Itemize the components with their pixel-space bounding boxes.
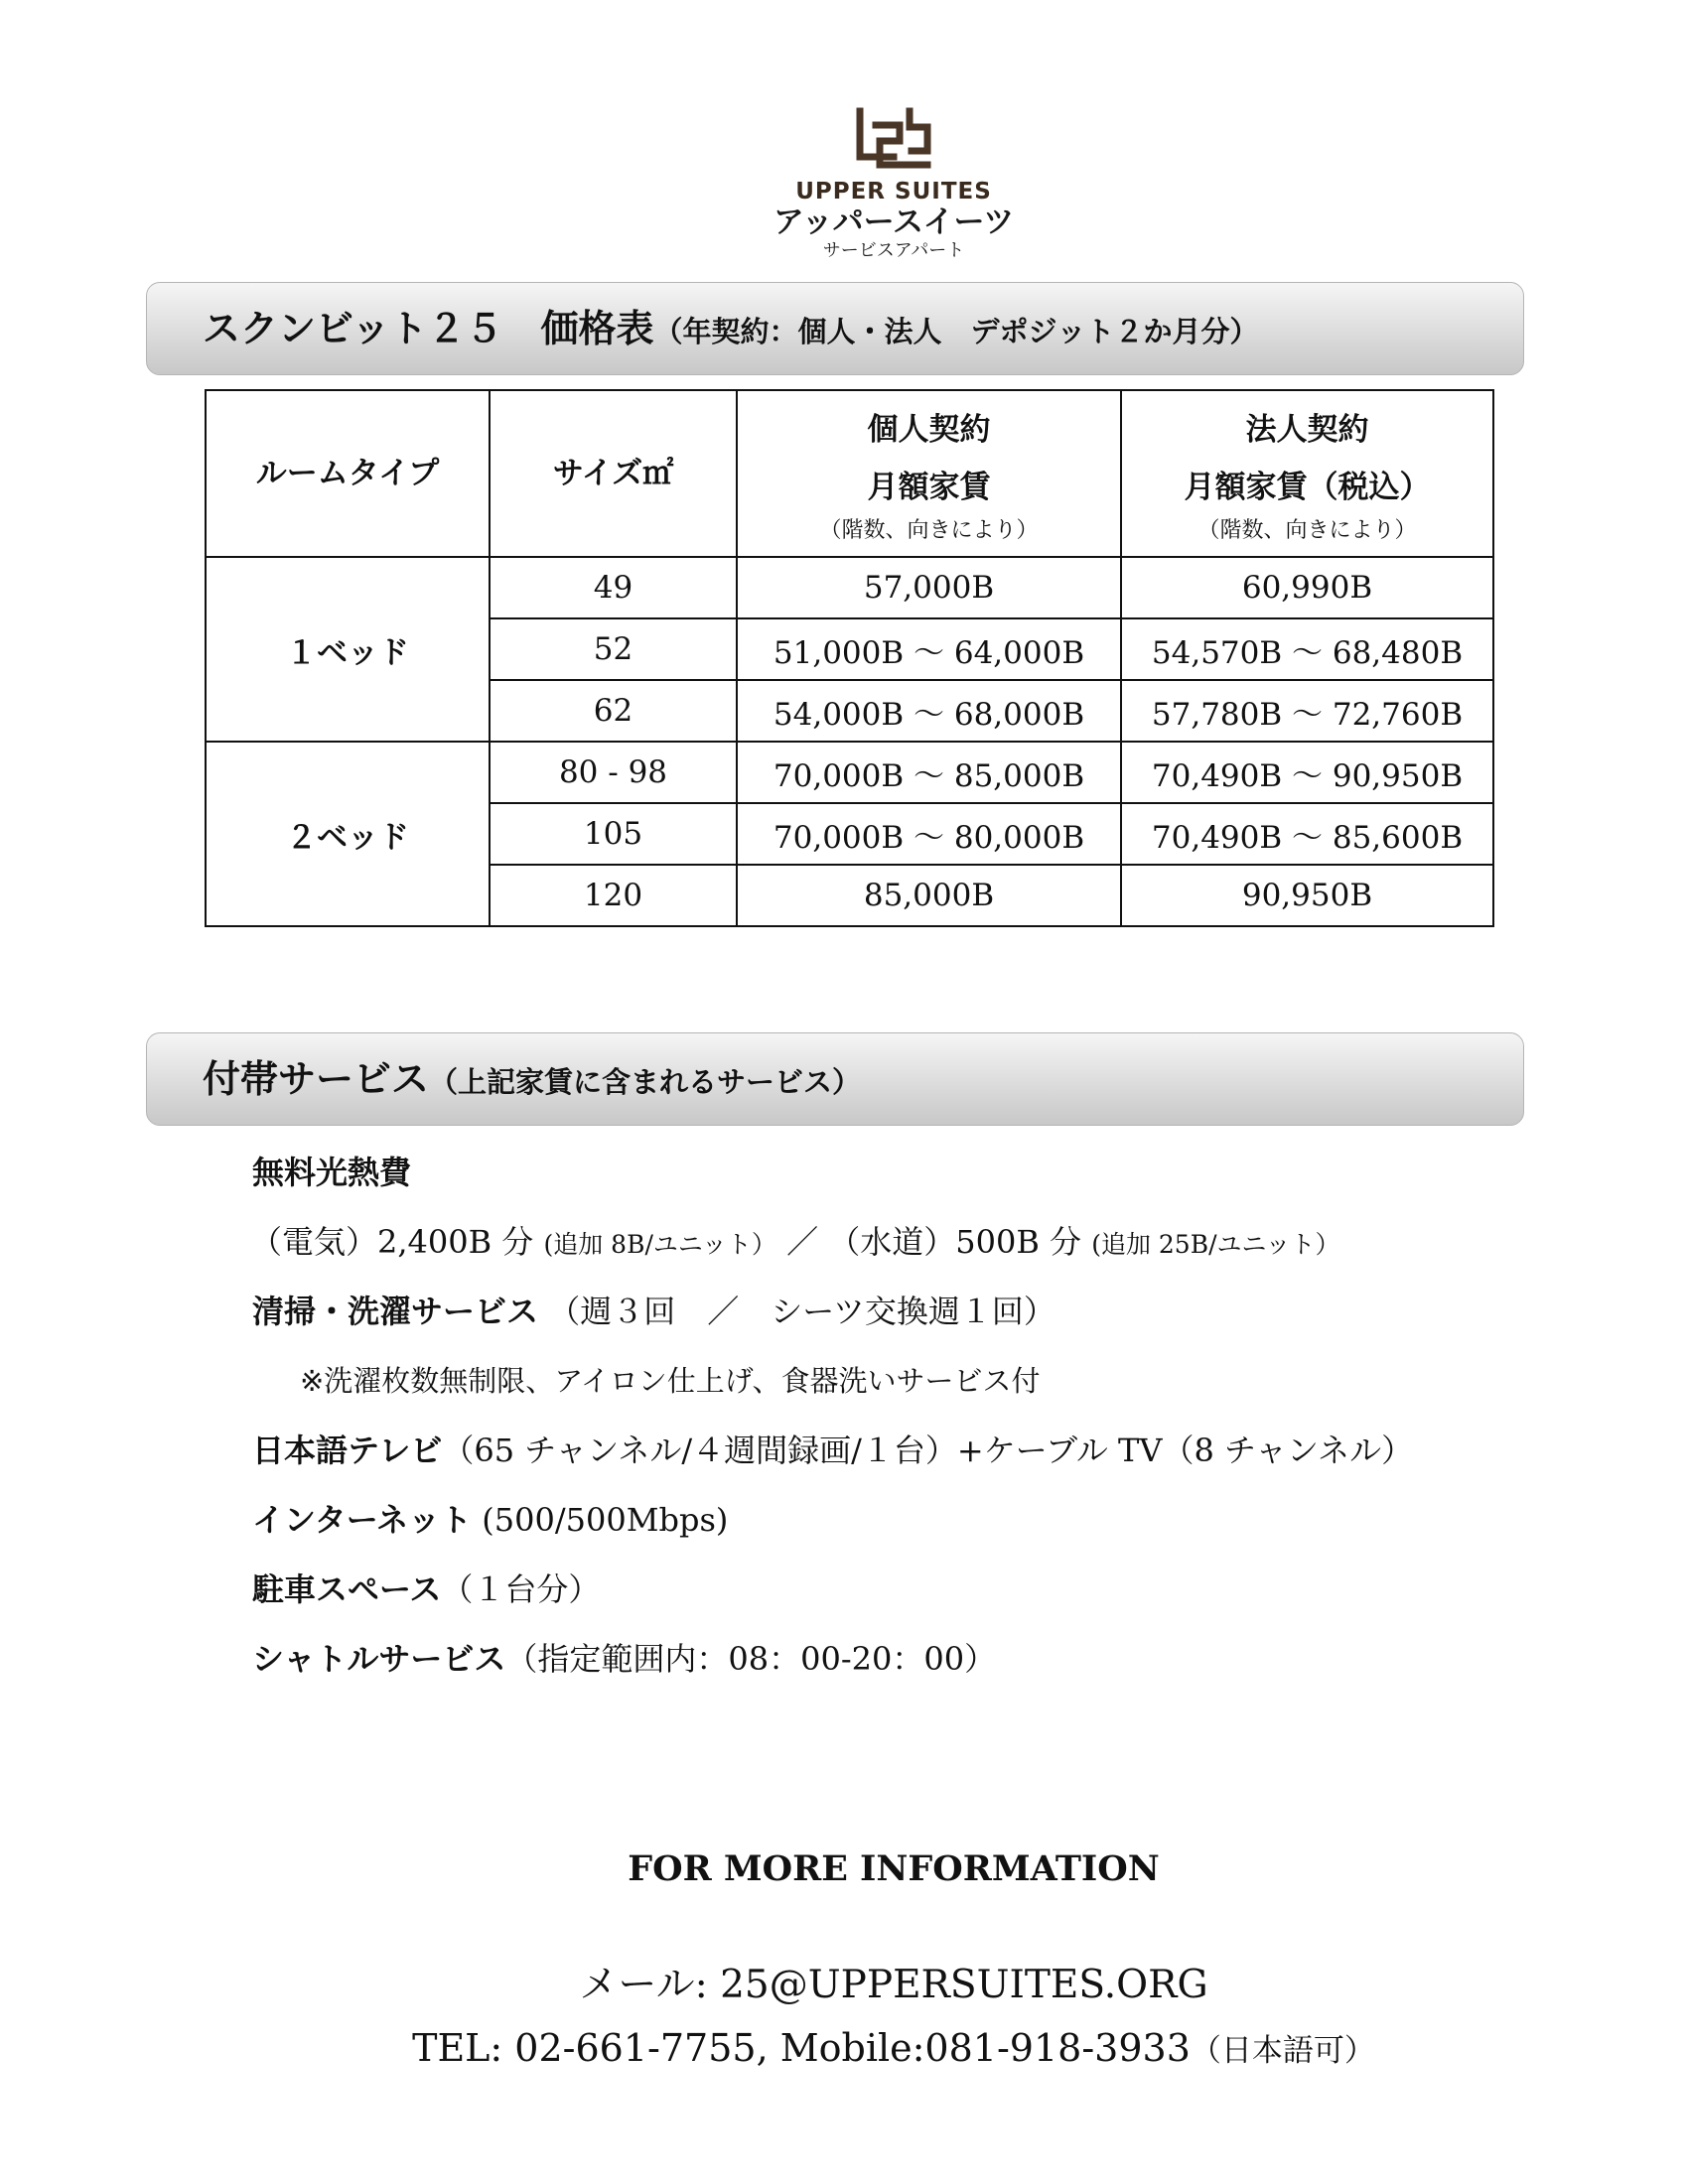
personal-price-cell: 54,000B ～ 68,000B <box>737 680 1121 742</box>
price-table <box>205 389 1494 927</box>
personal-price-cell: 51,000B ～ 64,000B <box>737 618 1121 680</box>
size-cell: 62 <box>490 680 737 742</box>
internet-label: インターネット <box>252 1501 473 1539</box>
service-section-subtitle: （上記家賃に含まれるサービス） <box>429 1065 862 1099</box>
header-size: サイズ㎡ <box>490 390 737 557</box>
header-personal: 個人契約 月額家賃 （階数、向きにより） <box>737 390 1121 557</box>
personal-price-cell: 70,000B ～ 85,000B <box>737 742 1121 803</box>
service-cleaning-note <box>250 1348 1680 1418</box>
size-cell: 52 <box>490 618 737 680</box>
personal-price-cell: 85,000B <box>737 865 1121 926</box>
parking-detail: （１台分） <box>441 1570 601 1608</box>
utilities-label: 無料光熱費 <box>252 1154 412 1191</box>
corporate-price-cell: 70,490B ～ 90,950B <box>1121 742 1493 803</box>
price-section-header <box>146 282 1524 375</box>
table-row <box>206 557 1493 618</box>
utilities-electric: （電気）2,400B 分 <box>250 1223 534 1261</box>
size-cell: 80 - 98 <box>490 742 737 803</box>
logo-subtitle: サービスアパート <box>822 240 965 261</box>
utilities-water: （水道）500B 分 <box>828 1223 1082 1261</box>
service-tv <box>250 1418 1680 1487</box>
price-section-title: スクンビット２５ 価格表 <box>203 307 654 350</box>
logo-name-en: UPPER SUITES <box>795 179 992 205</box>
corporate-price-cell: 70,490B ～ 85,600B <box>1121 803 1493 865</box>
service-section-title: 付帯サービス <box>203 1057 430 1101</box>
service-parking <box>250 1557 1680 1626</box>
personal-price-cell: 70,000B ～ 80,000B <box>737 803 1121 865</box>
service-section-header <box>146 1032 1524 1126</box>
utilities-electric-note: (追加 8B/ユニット） <box>543 1230 776 1259</box>
size-cell: 105 <box>490 803 737 865</box>
service-utilities <box>250 1140 1680 1209</box>
utilities-separator: ／ <box>786 1223 819 1261</box>
logo-name-jp: アッパースイーツ <box>773 205 1015 240</box>
room-type-cell: ２ベッド <box>206 742 490 926</box>
header-corporate: 法人契約 月額家賃（税込） （階数、向きにより） <box>1121 390 1493 557</box>
table-row <box>206 742 1493 803</box>
services-list <box>250 1140 1680 1696</box>
personal-price-cell: 57,000B <box>737 557 1121 618</box>
internet-detail: (500/500Mbps) <box>472 1501 729 1539</box>
tv-detail: （65 チャンネル/４週間録画/１台）+ケーブル TV（8 チャンネル） <box>442 1432 1414 1469</box>
corporate-price-cell: 57,780B ～ 72,760B <box>1121 680 1493 742</box>
cleaning-detail: （週３回 ／ シーツ交換週１回） <box>548 1293 1055 1330</box>
shuttle-detail: （指定範囲内：08：00-20：00） <box>505 1640 997 1678</box>
brand-logo <box>0 107 1688 262</box>
phone-numbers: TEL: 02-661-7755, Mobile:081-918-3933 <box>412 2026 1191 2070</box>
corporate-price-cell: 90,950B <box>1121 865 1493 926</box>
parking-label: 駐車スペース <box>252 1570 442 1608</box>
service-utilities-detail <box>250 1209 1680 1279</box>
table-header-row <box>206 390 1493 557</box>
footer-email: メール: 25@UPPERSUITES.ORG <box>579 1963 1208 2007</box>
cleaning-note: ※洗濯枚数無制限、アイロン仕上げ、食器洗いサービス付 <box>300 1364 1041 1398</box>
cleaning-label: 清掃・洗濯サービス <box>252 1293 539 1330</box>
service-cleaning <box>250 1279 1680 1348</box>
footer-phone <box>0 2025 1688 2070</box>
header-room-type: ルームタイプ <box>206 390 490 557</box>
size-cell: 120 <box>490 865 737 926</box>
upper-suites-logo-icon <box>854 107 933 175</box>
utilities-water-note: (追加 25B/ユニット） <box>1091 1230 1340 1259</box>
price-section-subtitle: （年契約：個人・法人 デポジット２か月分） <box>653 315 1259 348</box>
service-internet <box>250 1487 1680 1557</box>
room-type-cell: １ベッド <box>206 557 490 742</box>
tv-label: 日本語テレビ <box>252 1432 443 1469</box>
size-cell: 49 <box>490 557 737 618</box>
corporate-price-cell: 60,990B <box>1121 557 1493 618</box>
shuttle-label: シャトルサービス <box>252 1640 506 1678</box>
phone-note: （日本語可） <box>1190 2033 1375 2069</box>
footer-title: FOR MORE INFORMATION <box>628 1848 1160 1889</box>
corporate-price-cell: 54,570B ～ 68,480B <box>1121 618 1493 680</box>
service-shuttle <box>250 1626 1680 1696</box>
